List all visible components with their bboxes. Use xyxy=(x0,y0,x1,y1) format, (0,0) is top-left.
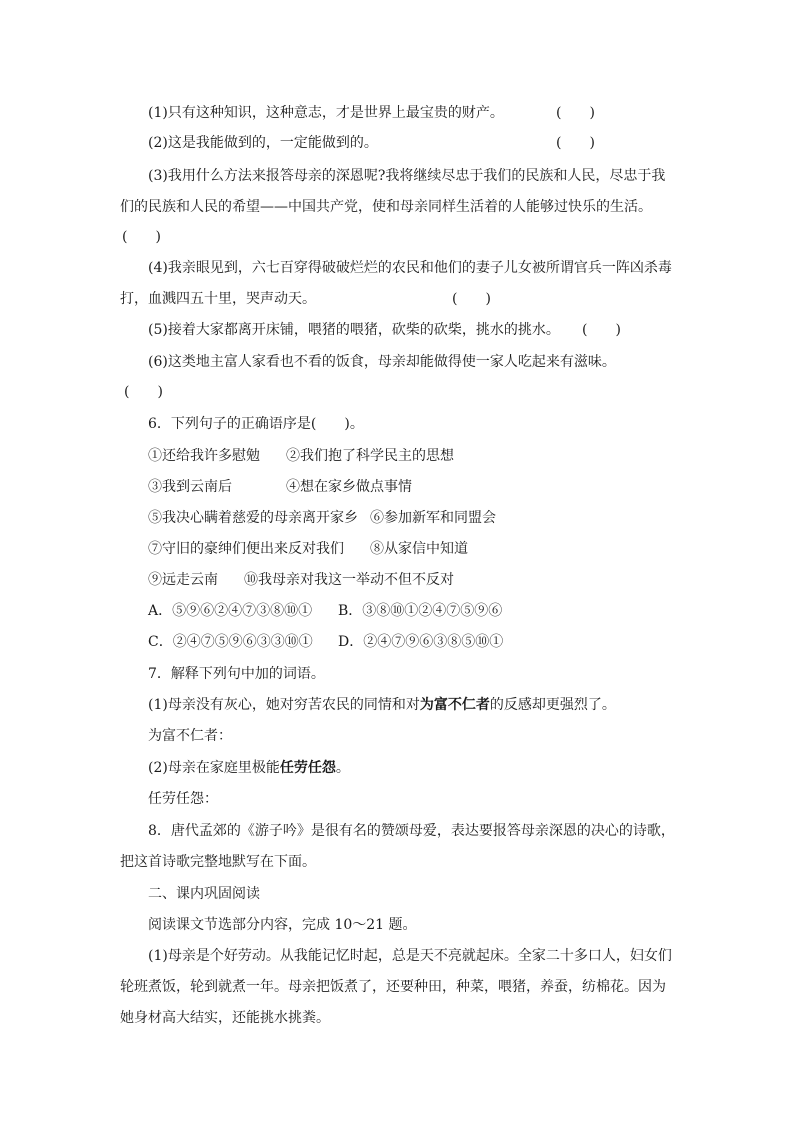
q7-sentence-2-tail: 。 xyxy=(335,760,350,776)
q5-item-4-line2: 打，血溅四五十里，哭声动天。 xyxy=(120,291,316,307)
q6-clause: ⑧从家信中知道 xyxy=(370,541,468,557)
q6-option-d: D．②④⑦⑨⑥③⑧⑤⑩① xyxy=(338,634,504,650)
q6-clause: ⑨远走云南 xyxy=(148,572,218,588)
q5-item-2: (2)这是我能做到的，一定能做到的。 xyxy=(148,135,378,151)
section-2-intro: 阅读课文节选部分内容，完成 10～21 题。 xyxy=(148,917,417,933)
q5-item-6-answer-paren: ( ) xyxy=(124,384,163,400)
q6-clause: ③我到云南后 xyxy=(148,479,232,495)
q6-stem: 6．下列句子的正确语序是( )。 xyxy=(148,416,364,432)
q6-clause: ②我们抱了科学民主的思想 xyxy=(286,448,454,464)
q6-option-c: C．②④⑦⑤⑨⑥③③⑩① xyxy=(148,634,313,650)
q5-item-5: (5)接着大家都离开床铺，喂猪的喂猪，砍柴的砍柴，挑水的挑水。 xyxy=(148,322,560,338)
q8-line-2: 把这首诗歌完整地默写在下面。 xyxy=(120,854,316,870)
q7-answer-1-label: 为富不仁者： xyxy=(148,728,232,744)
q7-sentence-1-text: (1)母亲没有灰心，她对穷苦农民的同情和对 xyxy=(148,697,420,713)
q7-term-1: 为富不仁者 xyxy=(419,697,490,713)
q7-answer-2-label: 任劳任怨： xyxy=(148,791,218,807)
q5-item-1-answer-paren: ( ) xyxy=(556,105,595,121)
q5-item-3-line1: (3)我用什么方法来报答母亲的深恩呢?我将继续尽忠于我们的民族和人民，尽忠于我 xyxy=(148,168,666,184)
q7-sentence-1 xyxy=(148,695,616,715)
q6-option-b: B．③⑧⑩①②④⑦⑤⑨⑥ xyxy=(338,603,503,619)
q5-item-3-answer-paren: ( ) xyxy=(122,229,161,245)
q6-clause: ⑤我决心瞒着慈爱的母亲离开家乡 xyxy=(148,510,358,526)
q6-option-a: A．⑤⑨⑥②④⑦③⑧⑩① xyxy=(148,603,313,619)
q5-item-1: (1)只有这种知识，这种意志，才是世界上最宝贵的财产。 xyxy=(148,105,504,121)
q7-sentence-1-tail: 的反感却更强烈了。 xyxy=(489,697,616,713)
q6-clause: ①还给我许多慰勉 xyxy=(148,448,260,464)
q6-clause: ⑥参加新军和同盟会 xyxy=(370,510,496,526)
q6-clause: ⑩我母亲对我这一举动不但不反对 xyxy=(244,572,454,588)
reading-paragraph-1-line-1: (1)母亲是个好劳动。从我能记忆时起，总是天不亮就起床。全家二十多口人，妇女们 xyxy=(148,948,672,964)
q8-line-1: 8．唐代孟郊的《游子吟》是很有名的赞颂母爱，表达要报答母亲深恩的决心的诗歌， xyxy=(148,823,675,839)
reading-paragraph-1-line-3: 她身材高大结实，还能挑水挑粪。 xyxy=(120,1010,330,1026)
q5-item-4-answer-paren: ( ) xyxy=(452,291,491,307)
q5-item-5-answer-paren: ( ) xyxy=(582,322,621,338)
q7-term-2: 任劳任怨 xyxy=(279,760,336,776)
q7-sentence-2-text: (2)母亲在家庭里极能 xyxy=(148,760,280,776)
section-2-heading: 二、课内巩固阅读 xyxy=(148,886,260,902)
q7-stem: 7．解释下列句中加的词语。 xyxy=(148,666,325,682)
q5-item-2-answer-paren: ( ) xyxy=(556,135,595,151)
q6-clause: ⑦守旧的豪绅们便出来反对我们 xyxy=(148,541,344,557)
reading-paragraph-1-line-2: 轮班煮饭，轮到就煮一年。母亲把饭煮了，还要种田，种菜，喂猪，养蚕，纺棉花。因为 xyxy=(120,979,666,995)
q5-item-6: (6)这类地主富人家看也不看的饭食，母亲却能做得使一家人吃起来有滋味。 xyxy=(148,354,616,370)
q7-sentence-2 xyxy=(148,758,350,778)
q5-item-3-line2: 们的民族和人民的希望——中国共产党，使和母亲同样生活着的人能够过快乐的生活。 xyxy=(120,199,652,215)
q6-clause: ④想在家乡做点事情 xyxy=(286,479,412,495)
q5-item-4-line1: (4)我亲眼见到，六七百穿得破破烂烂的农民和他们的妻子儿女被所谓官兵一阵凶杀毒 xyxy=(148,260,672,276)
